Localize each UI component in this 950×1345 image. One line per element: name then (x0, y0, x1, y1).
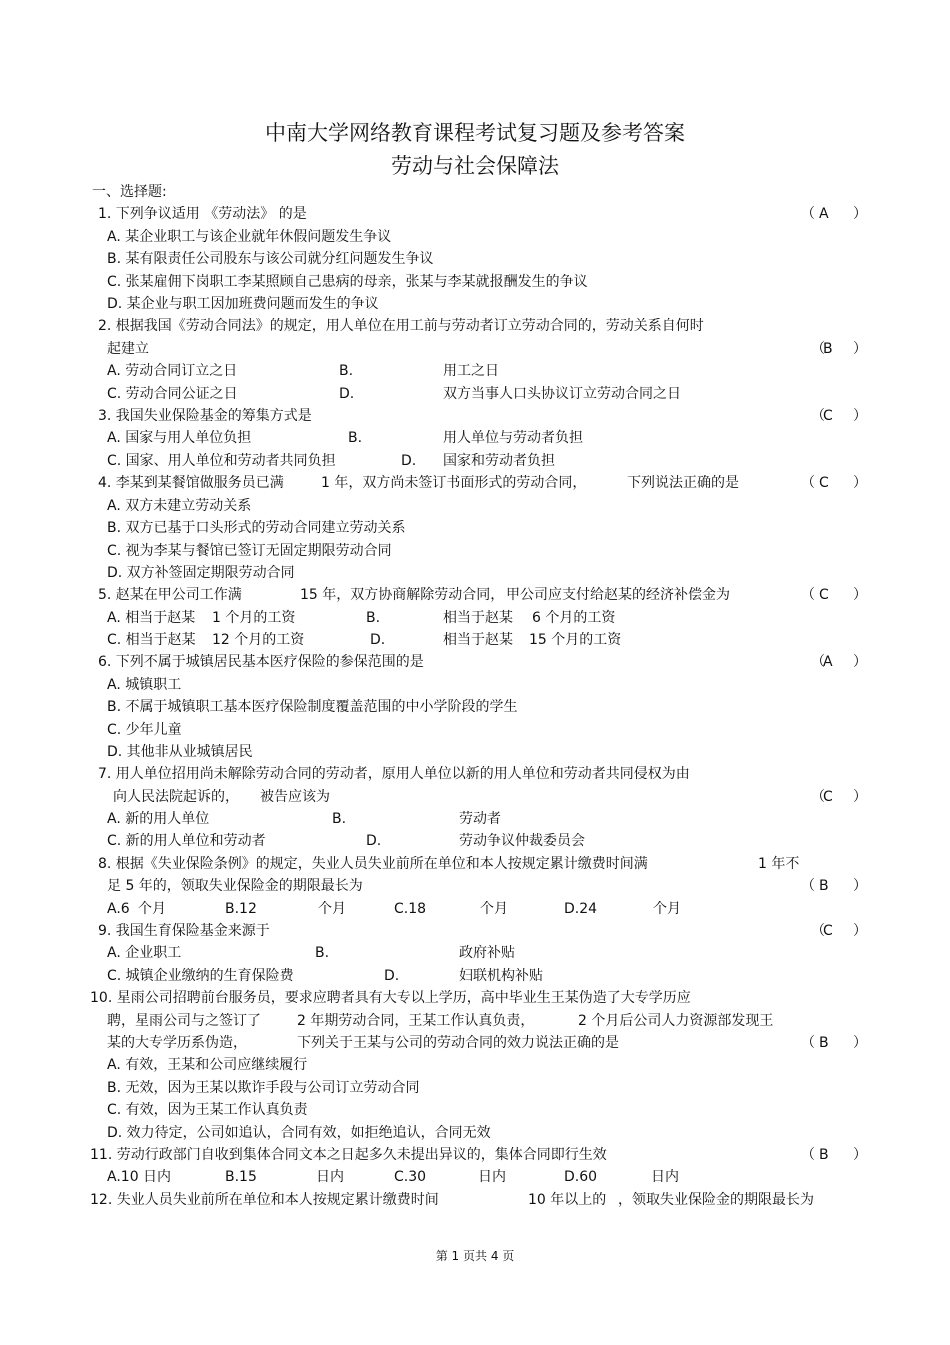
question-10-stem-line-3: 某的大专学历系伪造， (107, 1035, 247, 1051)
question-7-option-a: A. 新的用人单位 (107, 811, 210, 827)
question-4-stem-part-3: 下列说法正确的是 (627, 475, 739, 491)
question-9-option-b-letter: B. (315, 945, 330, 961)
question-3-option-d-letter: D. (401, 453, 417, 469)
question-8-option-b: B.12 (225, 901, 257, 917)
question-9-option-d-letter: D. (384, 968, 400, 984)
question-3-option-b: 用人单位与劳动者负担 (443, 430, 583, 446)
question-10-stem-line-3-part-2: 下列关于王某与公司的劳动合同的效力说法正确的是 (297, 1035, 619, 1051)
question-8-option-b-unit: 个月 (318, 901, 346, 917)
question-8-stem: 8. 根据《失业保险条例》的规定，失业人员失业前所在单位和本人按规定累计缴费时间满 (98, 856, 648, 872)
question-8-option-c-unit: 个月 (480, 901, 508, 917)
question-3-option-b-letter: B. (348, 430, 363, 446)
question-8-option-d: D.24 (564, 901, 598, 917)
question-5-stem: 5. 赵某在甲公司工作满 (98, 587, 242, 603)
question-10-option-a: A. 有效，王某和公司应继续履行 (107, 1057, 308, 1073)
section-heading: 一、选择题: (92, 184, 167, 200)
question-7-option-c: C. 新的用人单位和劳动者 (107, 833, 266, 849)
question-9-stem: 9. 我国生育保险基金来源于 (98, 923, 270, 939)
question-8-option-a-unit: 个月 (138, 901, 166, 917)
question-7-stem-cont-2: 被告应该为 (260, 789, 330, 805)
question-5-stem-part-2: 15 年，双方协商解除劳动合同， (300, 587, 505, 603)
question-3-option-c: C. 国家、用人单位和劳动者共同负担 (107, 453, 336, 469)
question-5-option-d-letter: D. (370, 632, 386, 648)
question-4-option-c: C. 视为李某与餐馆已签订无固定期限劳动合同 (107, 543, 392, 559)
question-8-stem-cont: 足 5 年的，领取失业保险金的期限最长为 (107, 878, 363, 894)
question-5-stem-part-3: 甲公司应支付给赵某的经济补偿金为 (506, 587, 730, 603)
question-9-option-d: 妇联机构补贴 (459, 968, 543, 984)
question-10-option-d: D. 效力待定，公司如追认，合同有效，如拒绝追认，合同无效 (107, 1125, 491, 1141)
question-1-option-b: B. 某有限责任公司股东与该公司就分红问题发生争议 (107, 251, 434, 267)
question-4-option-a: A. 双方未建立劳动关系 (107, 498, 252, 514)
question-1-option-a: A. 某企业职工与该企业就年休假问题发生争议 (107, 229, 392, 245)
question-3-stem: 3. 我国失业保险基金的筹集方式是 (98, 408, 312, 424)
question-12-stem-part-2: 10 年以上的 (528, 1192, 607, 1208)
question-9-option-c: C. 城镇企业缴纳的生育保险费 (107, 968, 294, 984)
question-7-stem-cont: 向人民法院起诉的， (113, 789, 239, 805)
question-1-option-c: C. 张某雇佣下岗职工李某照顾自己患病的母亲，张某与李某就报酬发生的争议 (107, 274, 588, 290)
page-footer: 第 1 页共 4 页 (435, 1249, 515, 1263)
question-1-option-d: D. 某企业与职工因加班费问题而发生的争议 (107, 296, 379, 312)
question-7-option-b-letter: B. (332, 811, 347, 827)
question-5-option-b-value: 6 个月的工资 (532, 610, 616, 626)
question-5-option-b-letter: B. (366, 610, 381, 626)
question-4-option-d: D. 双方补签固定期限劳动合同 (107, 565, 295, 581)
question-6-stem: 6. 下列不属于城镇居民基本医疗保险的参保范围的是 (98, 654, 424, 670)
question-10-stem-line-2-part-3: 2 个月后公司人力资源部发现王 (578, 1013, 774, 1029)
question-4-stem-part-2: 1 年，双方尚未签订书面形式的劳动合同， (321, 475, 587, 491)
question-9-option-b: 政府补贴 (459, 945, 515, 961)
question-6-option-b: B. 不属于城镇职工基本医疗保险制度覆盖范围的中小学阶段的学生 (107, 699, 518, 715)
page-subtitle: 劳动与社会保障法 (391, 154, 559, 178)
question-5-option-a: A. 相当于赵某 (107, 610, 196, 626)
question-7-option-b: 劳动者 (459, 811, 501, 827)
question-11-option-b-unit: 日内 (316, 1169, 344, 1185)
question-7-stem: 7. 用人单位招用尚未解除劳动合同的劳动者，原用人单位以新的用人单位和劳动者共同侵权为由 (98, 766, 690, 782)
question-9-option-a: A. 企业职工 (107, 945, 182, 961)
question-5-option-d-value: 15 个月的工资 (529, 632, 622, 648)
question-11-stem: 11. 劳动行政部门自收到集体合同文本之日起多久未提出异议的，集体合同即行生效 (90, 1147, 607, 1163)
question-8-option-c: C.18 (394, 901, 427, 917)
question-6-option-a: A. 城镇职工 (107, 677, 182, 693)
question-10-stem: 10. 星雨公司招聘前台服务员，要求应聘者具有大专以上学历，高中毕业生王某伪造了大专学历应 (90, 990, 691, 1006)
question-10-option-c: C. 有效，因为王某工作认真负责 (107, 1102, 308, 1118)
question-11-option-b: B.15 (225, 1169, 257, 1185)
question-11-option-d: D.60 (564, 1169, 598, 1185)
question-2-option-d: 双方当事人口头协议订立劳动合同之日 (443, 386, 681, 402)
question-11-option-c-unit: 日内 (478, 1169, 506, 1185)
question-5-option-c-value: 12 个月的工资 (212, 632, 305, 648)
question-3-option-d: 国家和劳动者负担 (443, 453, 555, 469)
question-11-option-a: A.10 日内 (107, 1169, 172, 1185)
question-12-stem-part-3: ，领取失业保险金的期限最长为 (618, 1192, 814, 1208)
question-5-option-c: C. 相当于赵某 (107, 632, 196, 648)
question-5-option-d: 相当于赵某 (443, 632, 513, 648)
question-3-option-a: A. 国家与用人单位负担 (107, 430, 252, 446)
page-title: 中南大学网络教育课程考试复习题及参考答案 (265, 121, 685, 145)
question-8-option-a: A.6 (107, 901, 130, 917)
question-2-option-a: A. 劳动合同订立之日 (107, 363, 238, 379)
question-2-option-c: C. 劳动合同公证之日 (107, 386, 238, 402)
question-6-option-d: D. 其他非从业城镇居民 (107, 744, 253, 760)
question-2-stem: 2. 根据我国《劳动合同法》的规定，用人单位在用工前与劳动者订立劳动合同的，劳动关系自何时 (98, 318, 704, 334)
question-5-option-a-value: 1 个月的工资 (212, 610, 296, 626)
question-2-option-d-letter: D. (339, 386, 355, 402)
question-11-option-c: C.30 (394, 1169, 427, 1185)
question-8-stem-part-2: 1 年不 (758, 856, 800, 872)
question-7-option-d-letter: D. (366, 833, 382, 849)
question-2-stem-cont: 起建立 (107, 341, 149, 357)
question-4-stem: 4. 李某到某餐馆做服务员已满 (98, 475, 284, 491)
question-4-option-b: B. 双方已基于口头形式的劳动合同建立劳动关系 (107, 520, 406, 536)
question-2-option-b: 用工之日 (443, 363, 499, 379)
question-10-stem-line-2-part-2: 2 年期劳动合同，王某工作认真负责， (297, 1013, 535, 1029)
question-7-option-d: 劳动争议仲裁委员会 (459, 833, 585, 849)
question-10-option-b: B. 无效，因为王某以欺诈手段与公司订立劳动合同 (107, 1080, 420, 1096)
question-6-option-c: C. 少年儿童 (107, 722, 182, 738)
question-5-option-b: 相当于赵某 (443, 610, 513, 626)
question-8-option-d-unit: 个月 (653, 901, 681, 917)
question-10-stem-line-2: 聘，星雨公司与之签订了 (107, 1013, 261, 1029)
question-11-option-d-unit: 日内 (651, 1169, 679, 1185)
question-12-stem: 12. 失业人员失业前所在单位和本人按规定累计缴费时间 (90, 1192, 439, 1208)
question-2-option-b-letter: B. (339, 363, 354, 379)
question-1-stem: 1. 下列争议适用 《劳动法》 的是 (98, 206, 307, 222)
